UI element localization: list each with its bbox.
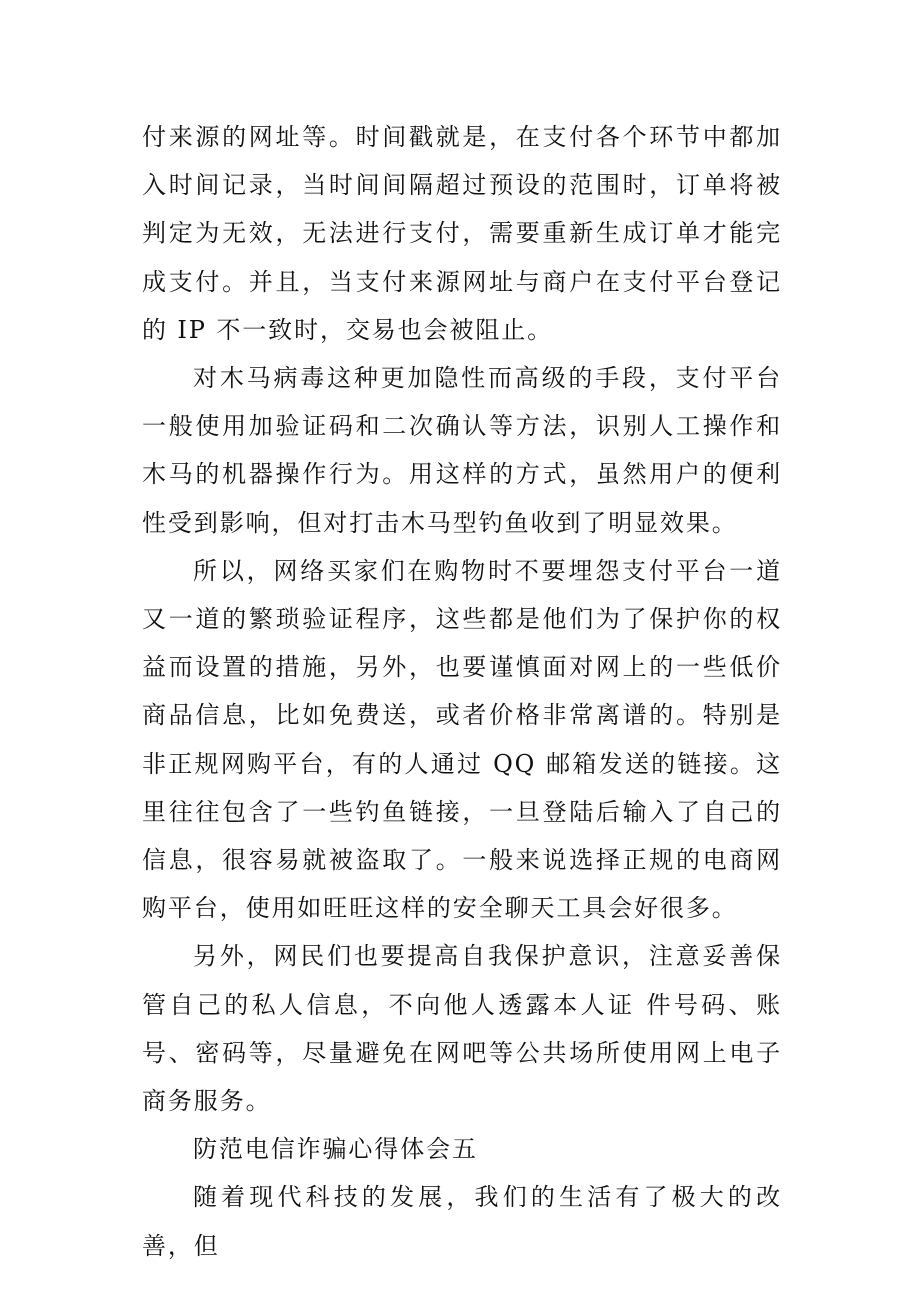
- document-body: [142, 113, 782, 1270]
- paragraph-closing: 随着现代科技的发展，我们的生活有了极大的改善，但: [142, 1183, 782, 1260]
- section-heading: 防范电信诈骗心得体会五: [193, 1135, 478, 1164]
- paragraph-self-protection: 另外，网民们也要提高自我保护意识，注意妥善保管自己的私人信息，不向他人透露本人证 件号码、账号、密码等，尽量避免在网吧等公共场所使用网上电子商务服务。: [142, 942, 782, 1116]
- paragraph-buyer-advice: 所以，网络买家们在购物时不要埋怨支付平台一道又一道的繁琐验证程序，这些都是他们为了保护你的权益而设置的措施，另外，也要谨慎面对网上的一些低价商品信息，比如免费送，或者价格非常离谱的。特别是非正规网购平台，有的人通过 QQ 邮箱发送的链接。这里往往包含了一些钓鱼链接，一旦登陆后输入了自己的信息，很容易就被盗取了。一般来说选择正规的电商网购平台，使用如旺旺这样的安全聊天工具会好很多。: [142, 556, 782, 923]
- paragraph-trojan-defense: 对木马病毒这种更加隐性而高级的手段，支付平台一般使用加验证码和二次确认等方法，识别人工操作和木马的机器操作行为。用这样的方式，虽然用户的便利性受到影响，但对打击木马型钓鱼收到了明显效果。: [142, 364, 782, 537]
- paragraph-payment-security: 付来源的网址等。时间戳就是，在支付各个环节中都加入时间记录，当时间间隔超过预设的范围时，订单将被判定为无效，无法进行支付，需要重新生成订单才能完成支付。并且，当支付来源网址与商户在支付平台登记的 IP 不一致时，交易也会被阻止。: [142, 123, 782, 344]
